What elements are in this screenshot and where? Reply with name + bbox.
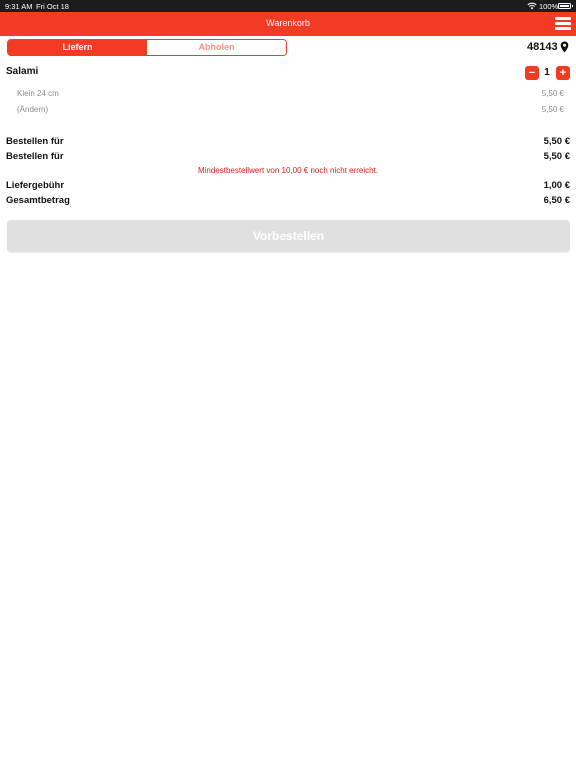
hamburger-menu-icon[interactable] <box>555 17 571 31</box>
page-title: Warenkorb <box>266 18 310 28</box>
preorder-button[interactable]: Vorbestellen <box>7 220 570 252</box>
increase-quantity-button[interactable]: + <box>556 66 570 80</box>
zip-code[interactable]: 48143 <box>527 41 558 53</box>
item-price: 5,50 € <box>541 105 564 114</box>
battery-icon <box>558 3 571 9</box>
summary-label: Bestellen für <box>6 151 64 162</box>
delivery-fee-value: 1,00 € <box>543 180 570 191</box>
delivery-mode-toggle <box>7 39 287 56</box>
item-quantity: 1 <box>544 67 550 78</box>
location-pin-icon[interactable] <box>560 41 569 53</box>
item-option-size-price: 5,50 € <box>541 89 564 98</box>
status-date: Fri Oct 18 <box>36 1 69 11</box>
status-bar <box>0 0 576 12</box>
total-label: Gesamtbetrag <box>6 195 70 206</box>
delivery-fee-label: Liefergebühr <box>6 180 65 191</box>
tab-liefern[interactable]: Liefern <box>8 40 147 55</box>
wifi-icon <box>527 1 537 10</box>
summary-value: 5,50 € <box>543 136 570 147</box>
app-header <box>0 12 576 36</box>
decrease-quantity-button[interactable]: − <box>525 66 539 80</box>
status-time: 9:31 AM <box>5 1 33 11</box>
change-item-link[interactable]: (Ändern) <box>17 105 49 114</box>
battery-percentage: 100% <box>539 1 559 11</box>
cart-item-name: Salami <box>6 66 39 77</box>
tab-abholen[interactable]: Abholen <box>147 40 286 55</box>
summary-label: Bestellen für <box>6 136 64 147</box>
summary-value: 5,50 € <box>543 151 570 162</box>
total-value: 6,50 € <box>543 195 570 206</box>
item-option-size: Klein 24 cm <box>17 89 59 98</box>
minimum-order-notice: Mindestbestellwert von 10,00 € noch nicht erreicht. <box>197 166 379 175</box>
